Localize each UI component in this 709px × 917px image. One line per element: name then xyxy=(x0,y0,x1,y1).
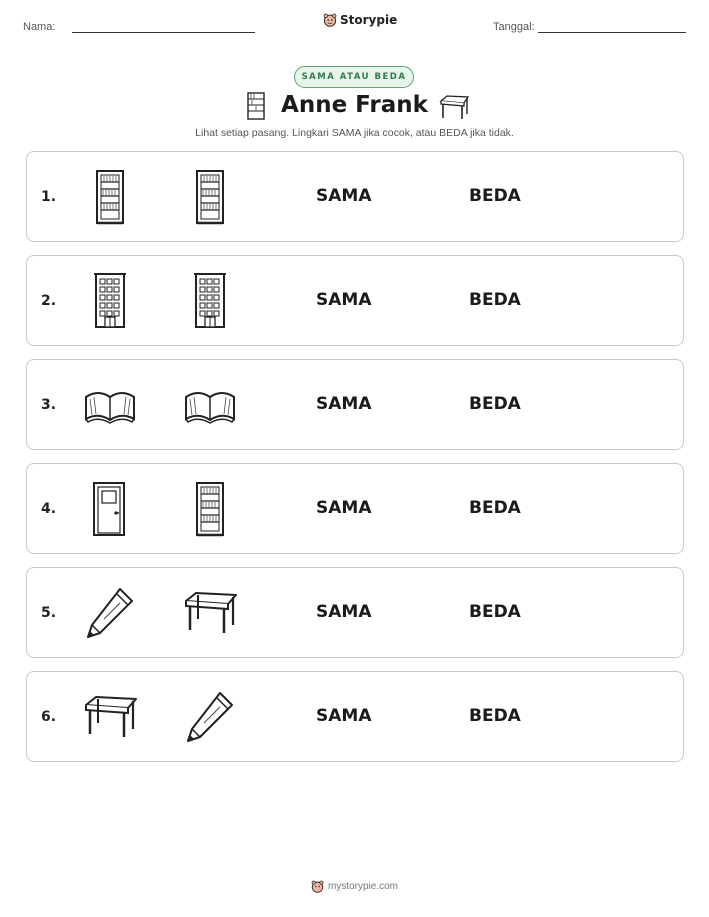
building-icon xyxy=(80,271,140,331)
question-number: 5. xyxy=(41,605,57,621)
same-option[interactable]: SAMA xyxy=(316,290,372,310)
bookshelf-icon xyxy=(80,167,140,227)
different-option[interactable]: BEDA xyxy=(469,498,521,518)
name-line[interactable] xyxy=(72,32,255,33)
page-title: Anne Frank xyxy=(281,92,428,118)
question-number: 2. xyxy=(41,293,57,309)
door-icon xyxy=(80,479,140,539)
question-row xyxy=(26,671,684,762)
question-number: 3. xyxy=(41,397,57,413)
footer-url[interactable]: mystorypie.com xyxy=(327,881,398,892)
name-label: Nama: xyxy=(23,21,56,33)
storypie-mascot-icon xyxy=(323,13,337,27)
same-option[interactable]: SAMA xyxy=(316,186,372,206)
activity-badge: SAMA ATAU BEDA xyxy=(294,66,414,88)
bookshelf-icon xyxy=(180,167,240,227)
same-option[interactable]: SAMA xyxy=(316,706,372,726)
different-option[interactable]: BEDA xyxy=(469,706,521,726)
question-row xyxy=(26,463,684,554)
bookshelf-icon xyxy=(180,479,240,539)
table-icon xyxy=(180,583,240,643)
question-row xyxy=(26,567,684,658)
question-number: 6. xyxy=(41,709,57,725)
question-number: 1. xyxy=(41,189,57,205)
header xyxy=(0,0,709,40)
brand-logo xyxy=(323,13,397,27)
book-icon xyxy=(80,375,140,435)
table-icon xyxy=(438,94,470,120)
building-icon xyxy=(180,271,240,331)
same-option[interactable]: SAMA xyxy=(316,394,372,414)
different-option[interactable]: BEDA xyxy=(469,394,521,414)
date-label: Tanggal: xyxy=(493,21,535,33)
footer xyxy=(0,880,709,893)
pencil-icon xyxy=(80,583,140,643)
brand-name: Storypie xyxy=(340,13,398,27)
date-line[interactable] xyxy=(538,32,686,33)
question-row xyxy=(26,255,684,346)
pencil-icon xyxy=(180,687,240,747)
same-option[interactable]: SAMA xyxy=(316,602,372,622)
same-option[interactable]: SAMA xyxy=(316,498,372,518)
different-option[interactable]: BEDA xyxy=(469,602,521,622)
different-option[interactable]: BEDA xyxy=(469,290,521,310)
storypie-mascot-icon xyxy=(311,880,324,893)
question-number: 4. xyxy=(41,501,57,517)
table-icon xyxy=(80,687,140,747)
book-icon xyxy=(180,375,240,435)
instruction-text: Lihat setiap pasang. Lingkari SAMA jika cocok, atau BEDA jika tidak. xyxy=(195,127,514,139)
different-option[interactable]: BEDA xyxy=(469,186,521,206)
question-row xyxy=(26,151,684,242)
question-row xyxy=(26,359,684,450)
